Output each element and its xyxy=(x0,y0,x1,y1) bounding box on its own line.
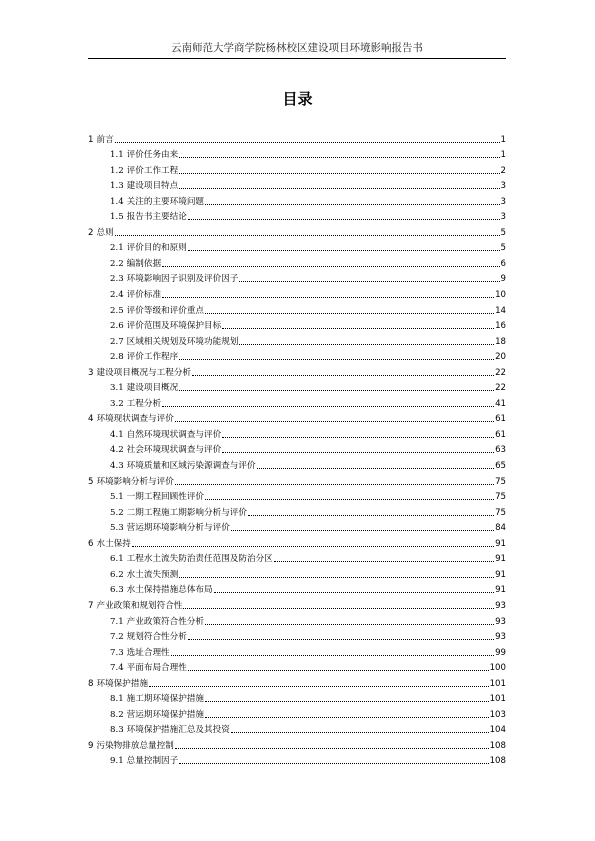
toc-entry-page: 6 xyxy=(500,258,506,269)
toc-chapter-entry[interactable] xyxy=(88,674,506,690)
toc-entry-title: 二期工程施工期影响分析与评价 xyxy=(126,507,247,518)
toc-leader-dots xyxy=(239,281,499,282)
toc-leader-dots xyxy=(205,701,489,702)
toc-section-entry[interactable] xyxy=(88,612,506,628)
toc-section-entry[interactable] xyxy=(88,456,506,472)
toc-entry-number: 8.1 xyxy=(110,694,124,705)
toc-entry-title: 环境影响分析与评价 xyxy=(96,476,174,487)
toc-entry-title: 环境现状调查与评价 xyxy=(96,414,174,425)
toc-entry-page: 101 xyxy=(489,694,506,705)
toc-entry-title: 评价等级和评价重点 xyxy=(126,305,205,316)
toc-section-entry[interactable] xyxy=(88,488,506,504)
toc-entry-page: 3 xyxy=(500,181,506,192)
toc-entry-page: 18 xyxy=(495,336,506,347)
toc-entry-page: 108 xyxy=(489,756,506,767)
toc-entry-page: 1 xyxy=(500,150,506,161)
toc-section-entry[interactable] xyxy=(88,285,506,301)
toc-entry-number: 5.2 xyxy=(110,507,124,518)
toc-entry-number: 6.3 xyxy=(110,585,124,596)
toc-entry-page: 22 xyxy=(495,367,506,378)
toc-entry-page: 93 xyxy=(495,600,506,611)
toc-entry-page: 9 xyxy=(500,274,506,285)
toc-entry-title: 环境质量和区域污染源调查与评价 xyxy=(126,461,256,472)
toc-entry-number: 2.4 xyxy=(110,290,124,301)
toc-section-entry[interactable] xyxy=(88,643,506,659)
toc-entry-page: 5 xyxy=(500,243,506,254)
toc-entry-number: 6.2 xyxy=(110,569,124,580)
toc-entry-number: 4.1 xyxy=(110,429,124,440)
toc-leader-dots xyxy=(175,748,489,749)
toc-chapter-entry[interactable] xyxy=(88,736,506,752)
toc-entry-number: 4.2 xyxy=(110,445,124,456)
toc-leader-dots xyxy=(179,173,499,174)
toc-entry-number: 2.3 xyxy=(110,274,124,285)
toc-section-entry[interactable] xyxy=(88,705,506,721)
toc-entry-page: 3 xyxy=(500,212,506,223)
toc-leader-dots xyxy=(132,546,494,547)
toc-entry-title: 评价工作工程 xyxy=(126,165,179,176)
toc-section-entry[interactable] xyxy=(88,270,506,286)
toc-entry-page: 22 xyxy=(495,383,506,394)
page-title: 目录 xyxy=(282,90,313,108)
toc-leader-dots xyxy=(179,763,488,764)
toc-entry-number: 2.5 xyxy=(110,305,124,316)
toc-entry-page: 93 xyxy=(495,616,506,627)
toc-leader-dots xyxy=(205,313,494,314)
toc-entry-title: 社会环境现状调查与评价 xyxy=(126,445,222,456)
toc-chapter-entry[interactable] xyxy=(88,472,506,488)
toc-entry-number: 2.6 xyxy=(110,321,124,332)
toc-entry-title: 环境影响因子识别及评价因子 xyxy=(126,274,239,285)
toc-entry-title: 编制依据 xyxy=(126,258,162,269)
toc-entry-title: 自然环境现状调查与评价 xyxy=(126,429,222,440)
toc-entry-title: 工程分析 xyxy=(126,398,162,409)
toc-entry-title: 水土保持 xyxy=(96,538,131,549)
toc-leader-dots xyxy=(205,204,500,205)
toc-entry-page: 103 xyxy=(489,709,506,720)
toc-entry-title: 总量控制因子 xyxy=(126,756,179,767)
toc-entry-title: 建设项目概况与工程分析 xyxy=(96,367,192,378)
toc-entry-number: 2.1 xyxy=(110,243,124,254)
page-header: 云南师范大学商学院杨林校区建设项目环境影响报告书 xyxy=(88,40,506,59)
toc-section-entry[interactable] xyxy=(88,519,506,535)
toc-section-entry[interactable] xyxy=(88,441,506,457)
toc-entry-page: 16 xyxy=(495,321,506,332)
toc-entry-number: 7 xyxy=(88,600,94,611)
toc-entry-page: 61 xyxy=(495,429,506,440)
toc-leader-dots xyxy=(175,421,494,422)
toc-entry-title: 平面布局合理性 xyxy=(126,663,187,674)
toc-leader-dots xyxy=(188,670,489,671)
toc-entry-title: 产业政策和规划符合性 xyxy=(96,600,183,611)
toc-section-entry[interactable] xyxy=(88,659,506,675)
toc-entry-title: 规划符合性分析 xyxy=(126,632,187,643)
toc-entry-number: 2.8 xyxy=(110,352,124,363)
toc-entry-number: 1.3 xyxy=(110,181,124,192)
toc-leader-dots xyxy=(205,499,494,500)
toc-entry-page: 41 xyxy=(495,398,506,409)
toc-leader-dots xyxy=(171,655,494,656)
toc-entry-title: 评价标准 xyxy=(126,290,162,301)
toc-entry-number: 8 xyxy=(88,678,94,689)
toc-entry-title: 建设项目概况 xyxy=(126,383,179,394)
toc-leader-dots xyxy=(239,344,494,345)
toc-leader-dots xyxy=(179,188,499,189)
toc-entry-number: 5 xyxy=(88,476,94,487)
toc-entry-page: 84 xyxy=(495,523,506,534)
toc-section-entry[interactable] xyxy=(88,394,506,410)
toc-entry-page: 108 xyxy=(489,740,506,751)
toc-entry-page: 100 xyxy=(489,663,506,674)
toc-entry-number: 6 xyxy=(88,538,94,549)
toc-entry-page: 75 xyxy=(495,476,506,487)
toc-entry-title: 评价工作程序 xyxy=(126,352,179,363)
toc-leader-dots xyxy=(162,297,494,298)
toc-entry-number: 7.2 xyxy=(110,632,124,643)
toc-section-entry[interactable] xyxy=(88,192,506,208)
toc-entry-number: 1.5 xyxy=(110,212,124,223)
toc-section-entry[interactable] xyxy=(88,550,506,566)
toc-entry-page: 2 xyxy=(500,165,506,176)
toc-leader-dots xyxy=(248,515,494,516)
toc-entry-page: 10 xyxy=(495,290,506,301)
toc-section-entry[interactable] xyxy=(88,301,506,317)
toc-entry-title: 营运期环境影响分析与评价 xyxy=(126,523,230,534)
toc-leader-dots xyxy=(162,406,494,407)
toc-section-entry[interactable] xyxy=(88,161,506,177)
toc-entry-title: 评价任务由来 xyxy=(126,150,179,161)
toc-section-entry[interactable] xyxy=(88,379,506,395)
toc-entry-title: 区域相关规划及环境功能规划 xyxy=(126,336,239,347)
toc-entry-page: 75 xyxy=(495,492,506,503)
toc-leader-dots xyxy=(188,639,494,640)
toc-leader-dots xyxy=(274,561,494,562)
toc-entry-page: 61 xyxy=(495,414,506,425)
toc-section-entry[interactable] xyxy=(88,208,506,224)
toc-section-entry[interactable] xyxy=(88,348,506,364)
toc-entry-title: 施工期环境保护措施 xyxy=(126,694,205,705)
toc-section-entry[interactable] xyxy=(88,254,506,270)
toc-section-entry[interactable] xyxy=(88,721,506,737)
toc-entry-title: 水土保持措施总体布局 xyxy=(126,585,213,596)
toc-leader-dots xyxy=(192,375,494,376)
toc-entry-number: 5.1 xyxy=(110,492,124,503)
toc-section-entry[interactable] xyxy=(88,581,506,597)
toc-entry-number: 1.4 xyxy=(110,196,124,207)
toc-chapter-entry[interactable] xyxy=(88,596,506,612)
toc-entry-page: 99 xyxy=(495,647,506,658)
toc-section-entry[interactable] xyxy=(88,177,506,193)
toc-entry-number: 5.3 xyxy=(110,523,124,534)
toc-entry-title: 污染物排放总量控制 xyxy=(96,740,174,751)
toc-entry-number: 7.4 xyxy=(110,663,124,674)
toc-entry-page: 3 xyxy=(500,196,506,207)
toc-leader-dots xyxy=(257,468,494,469)
toc-leader-dots xyxy=(222,437,494,438)
toc-chapter-entry[interactable] xyxy=(88,534,506,550)
toc-entry-number: 3.1 xyxy=(110,383,124,394)
toc-entry-number: 1.1 xyxy=(110,150,124,161)
toc-leader-dots xyxy=(205,717,489,718)
toc-section-entry[interactable] xyxy=(88,146,506,162)
toc-entry-page: 75 xyxy=(495,507,506,518)
toc-leader-dots xyxy=(179,359,494,360)
toc-entry-number: 1.2 xyxy=(110,165,124,176)
toc-entry-title: 前言 xyxy=(96,134,114,145)
toc-entry-title: 工程水土流失防治责任范围及防治分区 xyxy=(126,554,273,565)
toc-leader-dots xyxy=(222,328,494,329)
toc-entry-number: 8.2 xyxy=(110,709,124,720)
toc-chapter-entry[interactable] xyxy=(88,363,506,379)
toc-section-entry[interactable] xyxy=(88,317,506,333)
toc-section-entry[interactable] xyxy=(88,503,506,519)
toc-entry-number: 9.1 xyxy=(110,756,124,767)
toc-section-entry[interactable] xyxy=(88,752,506,768)
toc-entry-number: 3.2 xyxy=(110,398,124,409)
toc-entry-number: 9 xyxy=(88,740,94,751)
toc-entry-page: 1 xyxy=(500,134,506,145)
toc-entry-number: 4.3 xyxy=(110,461,124,472)
toc-leader-dots xyxy=(188,250,500,251)
toc-section-entry[interactable] xyxy=(88,332,506,348)
toc-entry-number: 4 xyxy=(88,414,94,425)
toc-leader-dots xyxy=(179,157,499,158)
toc-entry-page: 5 xyxy=(500,227,506,238)
toc-entry-title: 选址合理性 xyxy=(126,647,170,658)
toc-chapter-entry[interactable] xyxy=(88,410,506,426)
toc-leader-dots xyxy=(175,484,494,485)
toc-leader-dots xyxy=(149,686,489,687)
toc-entry-title: 评价目的和原则 xyxy=(126,243,187,254)
toc-entry-title: 评价范围及环境保护目标 xyxy=(126,321,222,332)
toc-entry-page: 91 xyxy=(495,554,506,565)
toc-entry-title: 环境保护措施 xyxy=(96,678,149,689)
toc-entry-title: 关注的主要环境问题 xyxy=(126,196,205,207)
toc-leader-dots xyxy=(183,608,494,609)
toc-leader-dots xyxy=(205,624,494,625)
toc-entry-title: 建设项目特点 xyxy=(126,181,179,192)
toc-entry-page: 20 xyxy=(495,352,506,363)
toc-entry-number: 2.7 xyxy=(110,336,124,347)
toc-entry-title: 产业政策符合性分析 xyxy=(126,616,205,627)
toc-entry-page: 63 xyxy=(495,445,506,456)
toc-entry-page: 91 xyxy=(495,538,506,549)
toc-entry-number: 2 xyxy=(88,227,94,238)
toc-entry-page: 93 xyxy=(495,632,506,643)
toc-entry-number: 7.3 xyxy=(110,647,124,658)
toc-entry-title: 报告书主要结论 xyxy=(126,212,187,223)
toc-section-entry[interactable] xyxy=(88,565,506,581)
toc-leader-dots xyxy=(231,530,494,531)
toc-leader-dots xyxy=(162,266,499,267)
toc-section-entry[interactable] xyxy=(88,628,506,644)
toc-entry-title: 一期工程回顾性评价 xyxy=(126,492,205,503)
toc-chapter-entry[interactable] xyxy=(88,130,506,146)
toc-section-entry[interactable] xyxy=(88,239,506,255)
toc-entry-page: 91 xyxy=(495,569,506,580)
table-of-contents xyxy=(88,130,506,767)
toc-entry-number: 1 xyxy=(88,134,94,145)
toc-leader-dots xyxy=(214,592,494,593)
toc-entry-number: 2.2 xyxy=(110,258,124,269)
toc-leader-dots xyxy=(115,235,500,236)
toc-leader-dots xyxy=(188,219,500,220)
toc-section-entry[interactable] xyxy=(88,425,506,441)
toc-entry-number: 3 xyxy=(88,367,94,378)
toc-entry-title: 总则 xyxy=(96,227,114,238)
toc-leader-dots xyxy=(231,732,489,733)
toc-leader-dots xyxy=(115,142,500,143)
toc-entry-title: 营运期环境保护措施 xyxy=(126,709,205,720)
toc-entry-page: 91 xyxy=(495,585,506,596)
toc-entry-page: 14 xyxy=(495,305,506,316)
toc-entry-title: 水土流失预测 xyxy=(126,569,179,580)
toc-section-entry[interactable] xyxy=(88,690,506,706)
toc-entry-title: 环境保护措施汇总及其投资 xyxy=(126,725,230,736)
toc-leader-dots xyxy=(179,577,494,578)
toc-entry-number: 7.1 xyxy=(110,616,124,627)
toc-entry-page: 104 xyxy=(489,725,506,736)
toc-leader-dots xyxy=(222,452,494,453)
toc-entry-number: 6.1 xyxy=(110,554,124,565)
toc-entry-number: 8.3 xyxy=(110,725,124,736)
toc-entry-page: 65 xyxy=(495,461,506,472)
toc-entry-page: 101 xyxy=(489,678,506,689)
toc-chapter-entry[interactable] xyxy=(88,223,506,239)
toc-leader-dots xyxy=(179,390,494,391)
